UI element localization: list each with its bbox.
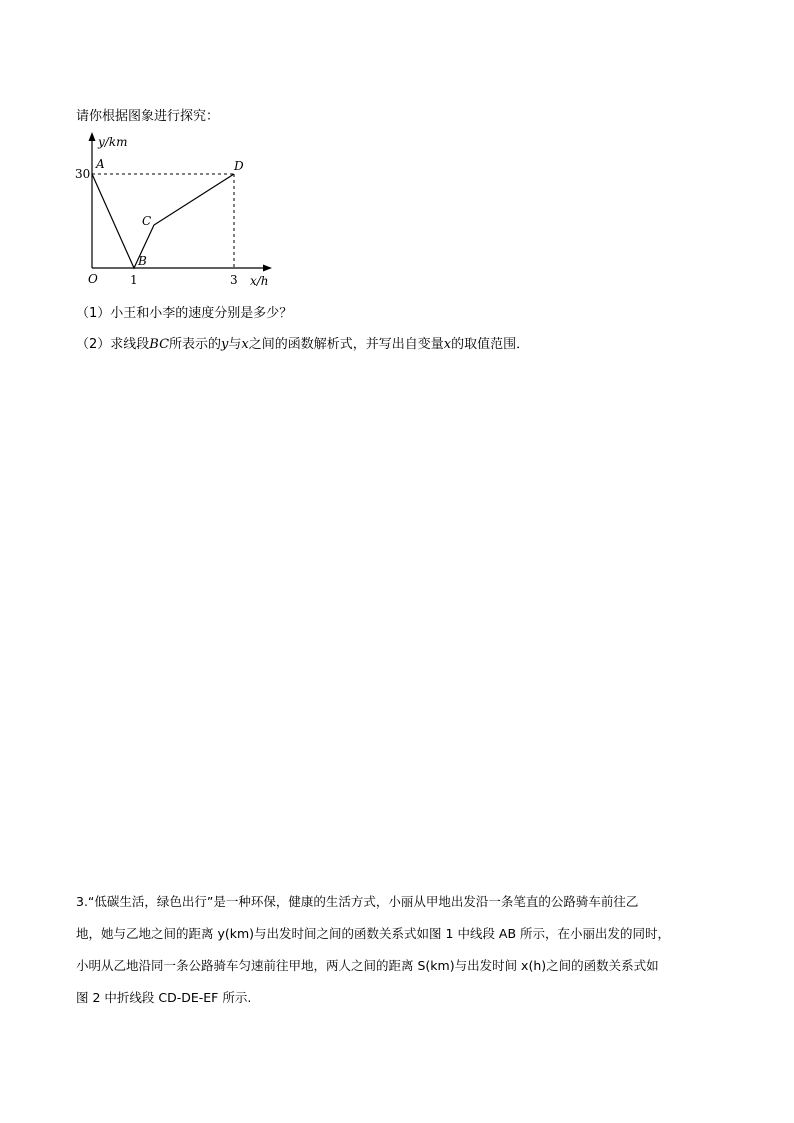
point-label-a: A: [96, 157, 105, 171]
y-tick-30: 30: [75, 167, 91, 181]
q2-part-a: （2）求线段: [76, 337, 150, 352]
origin-label: O: [88, 272, 98, 286]
x-tick-1: 1: [130, 273, 138, 287]
y-axis-arrow: [89, 132, 96, 141]
question-1: （1）小王和小李的速度分别是多少？: [76, 306, 293, 321]
q2-var-x: x: [241, 337, 249, 352]
problem-3-line-4: 图 2 中折线段 CD-DE-EF 所示.: [76, 990, 252, 1005]
q2-var-y: y: [221, 337, 229, 352]
x-axis-arrow: [263, 265, 272, 272]
q2-part-c: 与: [228, 337, 242, 352]
distance-time-graph: [70, 128, 280, 293]
point-label-c: C: [142, 214, 152, 228]
q2-part-e: 的取值范围．: [451, 337, 530, 352]
x-tick-3: 3: [230, 273, 238, 287]
graph-polyline-abcd: [92, 174, 234, 268]
problem-3: [76, 886, 756, 1014]
point-label-d: D: [234, 159, 244, 173]
q2-part-b: 所表示的: [169, 337, 222, 352]
question-2: [76, 333, 529, 352]
y-axis-label: y/km: [98, 135, 128, 149]
point-label-b: B: [138, 254, 147, 268]
problem-3-line-2: 地，她与乙地之间的距离 y(km)与出发时间之间的函数关系式如图 1 中线段 AB 所示，在小丽出发的同时，: [76, 926, 671, 941]
q2-var-x-2: x: [443, 337, 452, 352]
x-axis-label: x/h: [250, 274, 269, 288]
problem-3-line-3: 小明从乙地沿同一条公路骑车匀速前往甲地，两人之间的距离 S(km)与出发时间 x(h)之间的函数关系式如: [76, 958, 659, 973]
q2-part-d: 之间的函数解析式，并写出自变量: [248, 337, 444, 352]
intro-text: 请你根据图象进行探究：: [76, 109, 220, 124]
q2-segment-bc: BC: [149, 337, 170, 352]
problem-3-line-1: 3.“低碳生活，绿色出行”是一种环保，健康的生活方式，小丽从甲地出发沿一条笔直的公路骑车前往乙: [76, 894, 639, 909]
